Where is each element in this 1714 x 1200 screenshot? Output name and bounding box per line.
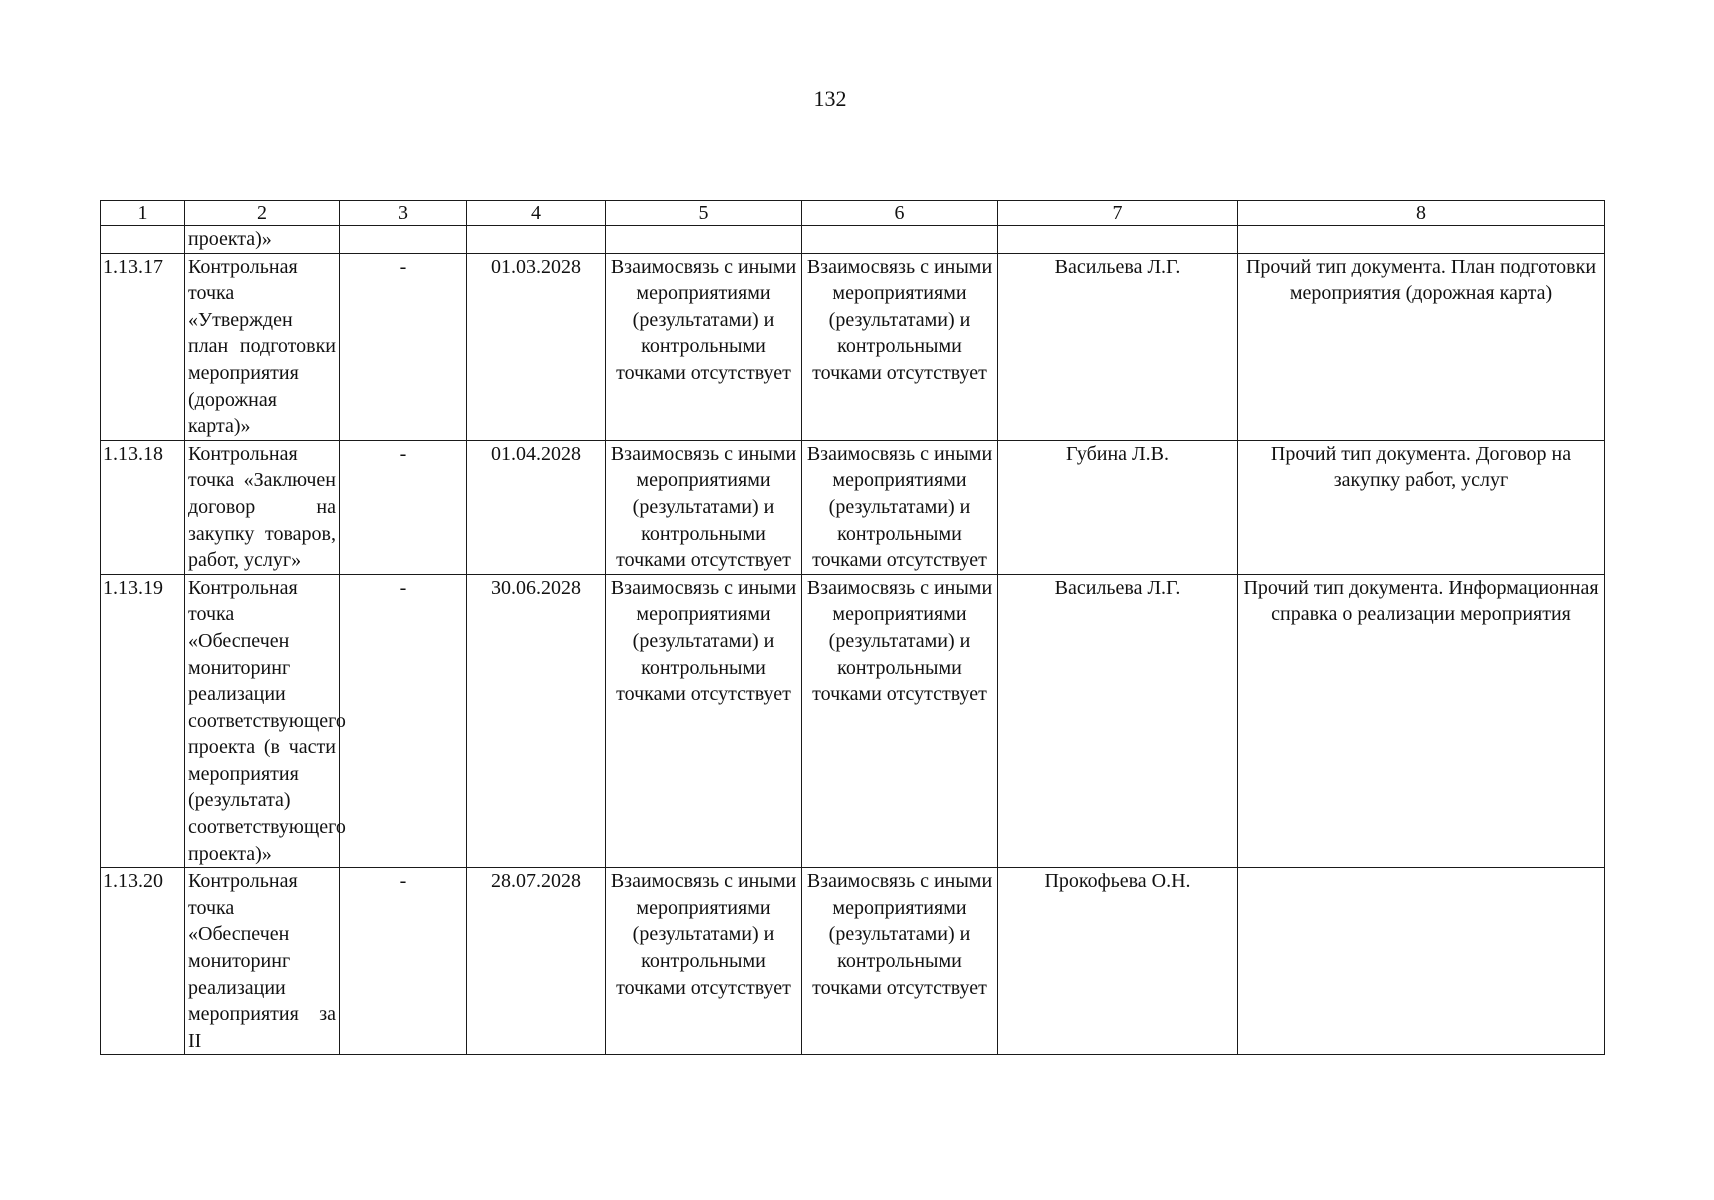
table-row [101,574,1605,868]
relation-cell: Взаимосвязь с иными мероприятиями (результатами) и контрольными точками отсутствует [606,868,802,1055]
relation-cell: Взаимосвязь с иными мероприятиями (результатами) и контрольными точками отсутствует [606,253,802,440]
column-header: 6 [802,201,998,226]
table-cell [606,226,802,254]
responsible-cell: Васильева Л.Г. [998,253,1238,440]
document-cell: Прочий тип документа. Договор на закупку работ, услуг [1238,440,1605,574]
page-number: 132 [813,86,847,111]
milestones-table-container [100,200,1605,1055]
predecessor-cell: - [340,868,467,1055]
milestone-name-cell: Контрольная точка «Заключен договор на закупку товаров, работ, услуг» [185,440,340,574]
date-cell: 30.06.2028 [467,574,606,868]
table-cell [998,226,1238,254]
column-header: 4 [467,201,606,226]
relation-cell: Взаимосвязь с иными мероприятиями (результатами) и контрольными точками отсутствует [606,574,802,868]
date-cell: 01.04.2028 [467,440,606,574]
document-cell: Прочий тип документа. План подготовки мероприятия (дорожная карта) [1238,253,1605,440]
table-cell [340,226,467,254]
continuation-row [101,226,1605,254]
column-header: 7 [998,201,1238,226]
table-cell [802,226,998,254]
table-cell [467,226,606,254]
milestones-table [100,200,1605,1055]
row-number-cell: 1.13.18 [101,440,185,574]
column-header: 1 [101,201,185,226]
row-number-cell: 1.13.20 [101,868,185,1055]
predecessor-cell: - [340,440,467,574]
relation-cell: Взаимосвязь с иными мероприятиями (результатами) и контрольными точками отсутствует [606,440,802,574]
responsible-cell: Губина Л.В. [998,440,1238,574]
column-number-header-row [101,201,1605,226]
predecessor-cell: - [340,574,467,868]
table-row [101,868,1605,1055]
table-cell [1238,226,1605,254]
column-header: 2 [185,201,340,226]
row-number-cell: 1.13.19 [101,574,185,868]
column-header: 5 [606,201,802,226]
document-cell [1238,868,1605,1055]
relation-cell: Взаимосвязь с иными мероприятиями (результатами) и контрольными точками отсутствует [802,868,998,1055]
document-cell: Прочий тип документа. Информационная справка о реализации мероприятия [1238,574,1605,868]
table-cell [101,226,185,254]
table-row [101,253,1605,440]
relation-cell: Взаимосвязь с иными мероприятиями (результатами) и контрольными точками отсутствует [802,574,998,868]
column-header: 3 [340,201,467,226]
milestone-name-cell: Контрольная точка «Утвержден план подготовки мероприятия (дорожная карта)» [185,253,340,440]
relation-cell: Взаимосвязь с иными мероприятиями (результатами) и контрольными точками отсутствует [802,440,998,574]
table-row [101,440,1605,574]
milestone-name-cell: Контрольная точка «Обеспечен мониторинг реализации соответствующего проекта (в части мероприятия (результата) соответствующего проекта)» [185,574,340,868]
row-number-cell: 1.13.17 [101,253,185,440]
responsible-cell: Васильева Л.Г. [998,574,1238,868]
milestone-name-cell: Контрольная точка «Обеспечен мониторинг реализации мероприятия за II [185,868,340,1055]
relation-cell: Взаимосвязь с иными мероприятиями (результатами) и контрольными точками отсутствует [802,253,998,440]
continuation-name-cell: проекта)» [185,226,340,254]
predecessor-cell: - [340,253,467,440]
date-cell: 28.07.2028 [467,868,606,1055]
column-header: 8 [1238,201,1605,226]
responsible-cell: Прокофьева О.Н. [998,868,1238,1055]
date-cell: 01.03.2028 [467,253,606,440]
